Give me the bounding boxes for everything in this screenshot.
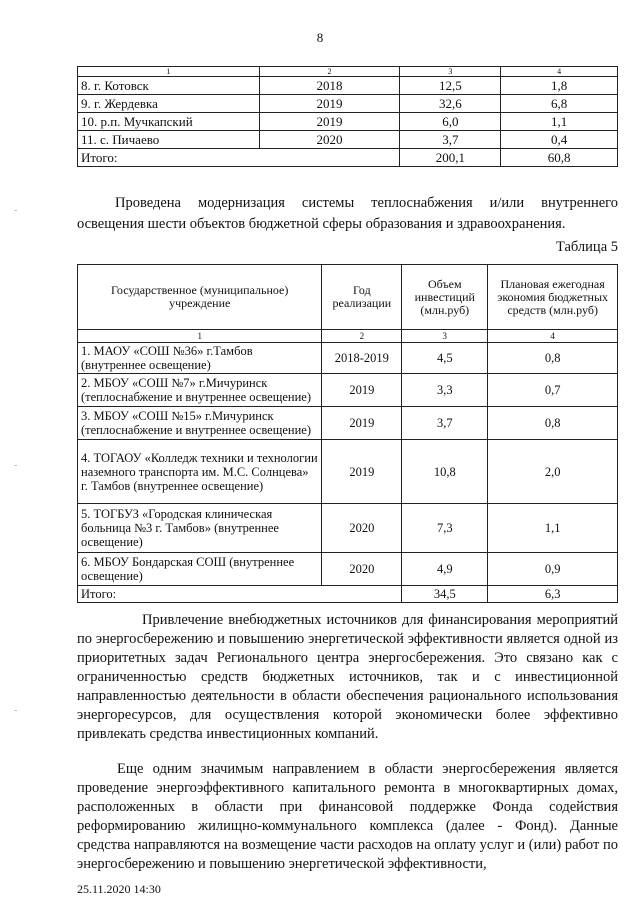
row-economy: 1,8 [501, 77, 618, 95]
column-number: 2 [259, 67, 400, 77]
total-row [78, 149, 618, 167]
row-economy: 0,7 [488, 374, 618, 407]
row-year: 2020 [322, 504, 402, 553]
row-name: 11. с. Пичаево [78, 131, 260, 149]
row-investment: 10,8 [402, 440, 488, 504]
row-name: 3. МБОУ «СОШ №15» г.Мичуринск (теплоснабжение и внутреннее освещение) [78, 407, 322, 440]
margin-mark: - [14, 460, 18, 471]
column-number: 4 [488, 330, 618, 343]
paragraph-extrabudgetary: Привлечение внебюджетных источников для финансирования мероприятий по энергосбережению и повышению энергетической эффективности является одной из приоритетных задач Регионального центра энергосбережения. Это связано как с ограниченностью средств бюджетных источников, так и с инвестиционной направленностью деятельности в области обеспечения рационального использования энергоресурсов, для осуществления которой экономически более эффективно привлекать средства инвестиционных компаний. [77, 612, 618, 742]
row-economy: 2,0 [488, 440, 618, 504]
row-name: 8. г. Котовск [78, 77, 260, 95]
table-row [78, 113, 618, 131]
column-number: 3 [402, 330, 488, 343]
row-investment: 3,7 [400, 131, 501, 149]
row-economy: 1,1 [488, 504, 618, 553]
row-economy: 0,9 [488, 553, 618, 586]
table-row [78, 374, 618, 407]
paragraph-capital-repair: Еще одним значимым направлением в области энергосбережения является проведение энергоэффективного капитального ремонта в многоквартирных домах, расположенных в области при финансовой поддержке Фонда содействия реформированию жилищно-коммунального комплекса (далее - Фонд). Данные средства направляются на возмещение части расходов на оплату услуг и (или) работ по энергосбережению и повышению энергетической эффективности, [77, 761, 618, 872]
row-investment: 3,7 [402, 407, 488, 440]
row-year: 2019 [322, 440, 402, 504]
table-label: Таблица 5 [555, 239, 618, 255]
total-investment: 34,5 [402, 586, 488, 603]
row-year: 2019 [322, 407, 402, 440]
row-investment: 3,3 [402, 374, 488, 407]
row-name: 10. р.п. Мучкапский [78, 113, 260, 131]
row-investment: 12,5 [400, 77, 501, 95]
table-regional-totals [77, 66, 618, 167]
table-row [78, 343, 618, 374]
row-name: 1. МАОУ «СОШ №36» г.Тамбов (внутреннее освещение) [78, 343, 322, 374]
row-investment: 7,3 [402, 504, 488, 553]
column-number-row [78, 67, 618, 77]
table-5 [77, 264, 618, 603]
header-year: Год реализации [322, 265, 402, 330]
row-name: 4. ТОГАОУ «Колледж техники и технологии наземного транспорта им. М.С. Солнцева» г. Тамбов (внутреннее освещение) [78, 440, 322, 504]
table-row [78, 407, 618, 440]
column-number: 3 [400, 67, 501, 77]
header-economy: Плановая ежегодная экономия бюджетных средств (млн.руб) [488, 265, 618, 330]
row-year: 2020 [322, 553, 402, 586]
table-row [78, 553, 618, 586]
modernization-note: Проведена модернизация системы теплоснабжения и/или внутреннего освещения шести объектов бюджетной сферы образования и здравоохранения. [77, 195, 618, 232]
row-economy: 0,8 [488, 407, 618, 440]
header-investment: Объем инвестиций (млн.руб) [402, 265, 488, 330]
footer-timestamp: 25.11.2020 14:30 [77, 882, 161, 896]
margin-mark: - [14, 705, 18, 716]
header-institution: Государственное (муниципальное) учреждение [78, 265, 322, 330]
row-investment: 4,9 [402, 553, 488, 586]
row-year: 2018 [259, 77, 400, 95]
total-economy: 60,8 [501, 149, 618, 167]
row-name: 9. г. Жердевка [78, 95, 260, 113]
table-row [78, 131, 618, 149]
table-row [78, 504, 618, 553]
column-number: 1 [78, 330, 322, 343]
column-number: 1 [78, 67, 260, 77]
table-row [78, 440, 618, 504]
row-economy: 0,8 [488, 343, 618, 374]
table-row [78, 77, 618, 95]
row-year: 2018-2019 [322, 343, 402, 374]
row-year: 2019 [322, 374, 402, 407]
column-number-row [78, 330, 618, 343]
total-row [78, 586, 618, 603]
row-name: 6. МБОУ Бондарская СОШ (внутреннее освещение) [78, 553, 322, 586]
row-name: 5. ТОГБУЗ «Городская клиническая больница №3 г. Тамбов» (внутреннее освещение) [78, 504, 322, 553]
row-investment: 4,5 [402, 343, 488, 374]
row-investment: 32,6 [400, 95, 501, 113]
total-label: Итого: [78, 149, 400, 167]
margin-mark: - [14, 205, 18, 216]
page-number: 8 [316, 30, 324, 45]
table-header-row [78, 265, 618, 330]
row-name: 2. МБОУ «СОШ №7» г.Мичуринск (теплоснабжение и внутреннее освещение) [78, 374, 322, 407]
row-year: 2019 [259, 95, 400, 113]
total-economy: 6,3 [488, 586, 618, 603]
row-economy: 6,8 [501, 95, 618, 113]
row-year: 2019 [259, 113, 400, 131]
total-label: Итого: [78, 586, 402, 603]
column-number: 2 [322, 330, 402, 343]
table-row [78, 95, 618, 113]
total-investment: 200,1 [400, 149, 501, 167]
column-number: 4 [501, 67, 618, 77]
row-investment: 6,0 [400, 113, 501, 131]
row-economy: 0,4 [501, 131, 618, 149]
row-economy: 1,1 [501, 113, 618, 131]
row-year: 2020 [259, 131, 400, 149]
